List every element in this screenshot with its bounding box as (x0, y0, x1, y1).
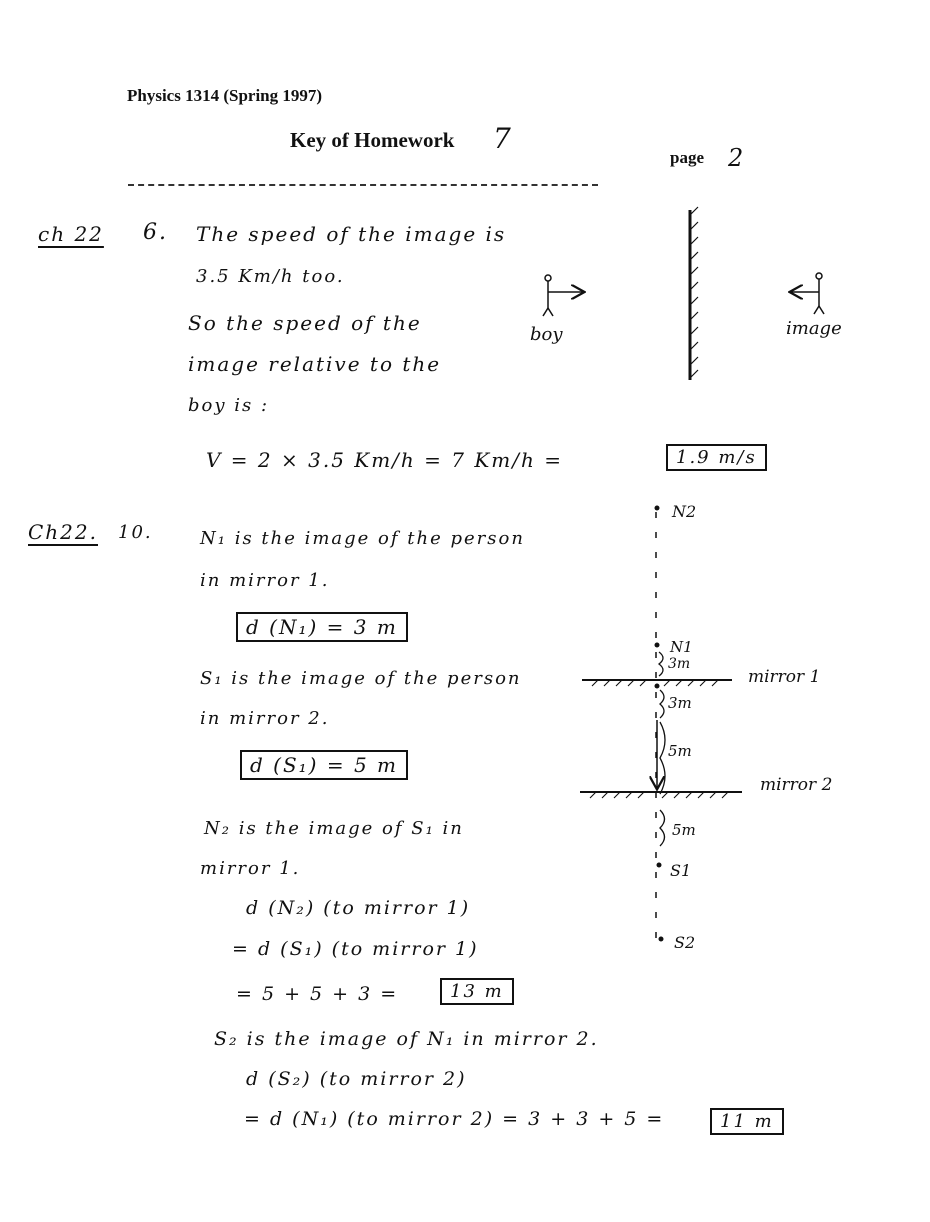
boy-figure (543, 275, 583, 316)
boy-label: boy (530, 324, 563, 345)
s1-point (657, 863, 662, 868)
document-title: Key of Homework (290, 128, 455, 152)
n2-label: N2 (672, 502, 697, 521)
problem6-answer: 1.9 m/s (666, 444, 767, 471)
problem10-s2-calc2: = d (N₁) (to mirror 2) = 3 + 3 + 5 = (244, 1108, 665, 1130)
distance-person-mirror2: 5m (668, 742, 692, 760)
problem10-n1-answer: d (N₁) = 3 m (236, 612, 408, 642)
problem10-n1-line1: N₁ is the image of the person (200, 528, 525, 549)
problem6-line1: The speed of the image is (196, 222, 507, 246)
problem10-s1-answer: d (S₁) = 5 m (240, 750, 408, 780)
problem6-line5: boy is : (188, 395, 270, 416)
problem10-n2-calc3: = 5 + 5 + 3 = (236, 983, 399, 1005)
page-number: 2 (728, 144, 746, 172)
problem10-n2-line2: mirror 1. (200, 858, 301, 879)
course-title: Physics 1314 (Spring 1997) (127, 86, 323, 105)
problem10-s2-line1: S₂ is the image of N₁ in mirror 2. (214, 1028, 599, 1050)
page-label: page (670, 148, 704, 167)
image-label: image (786, 318, 842, 339)
problem6-chapter: ch 22 (38, 222, 104, 246)
person-point (655, 684, 660, 689)
distance-mirror2-s1: 5m (672, 821, 696, 839)
plane-mirror (690, 207, 698, 380)
distance-n1-mirror1: 3m (668, 656, 691, 672)
problem10-chapter: Ch22. (28, 520, 98, 544)
problem6-equation: V = 2 × 3.5 Km/h = 7 Km/h = (206, 448, 563, 472)
image-figure (791, 273, 824, 314)
problem10-n2-line1: N₂ is the image of S₁ in (204, 818, 464, 839)
n2-point (655, 506, 660, 511)
problem6-line4: image relative to the (188, 352, 442, 376)
problem6-number: 6. (143, 220, 168, 245)
problem10-s1-line1: S₁ is the image of the person (200, 668, 522, 689)
problem6-line2: 3.5 Km/h too. (196, 266, 345, 287)
mirror1-label: mirror 1 (748, 667, 821, 687)
n1-point (655, 643, 660, 648)
problem10-s2-calc1: d (S₂) (to mirror 2) (246, 1068, 467, 1090)
problem10-n2-answer: 13 m (440, 978, 514, 1005)
distance-person-mirror1: 3m (668, 694, 692, 712)
s1-label: S1 (670, 861, 692, 880)
problem10-s2-answer: 11 m (710, 1108, 784, 1135)
s2-label: S2 (674, 933, 696, 952)
problem10-n1-line2: in mirror 1. (200, 570, 330, 591)
mirror-2 (580, 792, 742, 798)
problem10-s1-line2: in mirror 2. (200, 708, 330, 729)
s2-point (659, 937, 664, 942)
problem10-n2-calc2: = d (S₁) (to mirror 1) (232, 938, 479, 960)
homework-number: 7 (493, 122, 513, 155)
mirror2-label: mirror 2 (760, 775, 833, 795)
problem10-n2-calc1: d (N₂) (to mirror 1) (246, 897, 471, 919)
problem10-number: 10. (118, 522, 153, 543)
problem6-line3: So the speed of the (188, 311, 422, 335)
n1-label: N1 (670, 638, 693, 656)
